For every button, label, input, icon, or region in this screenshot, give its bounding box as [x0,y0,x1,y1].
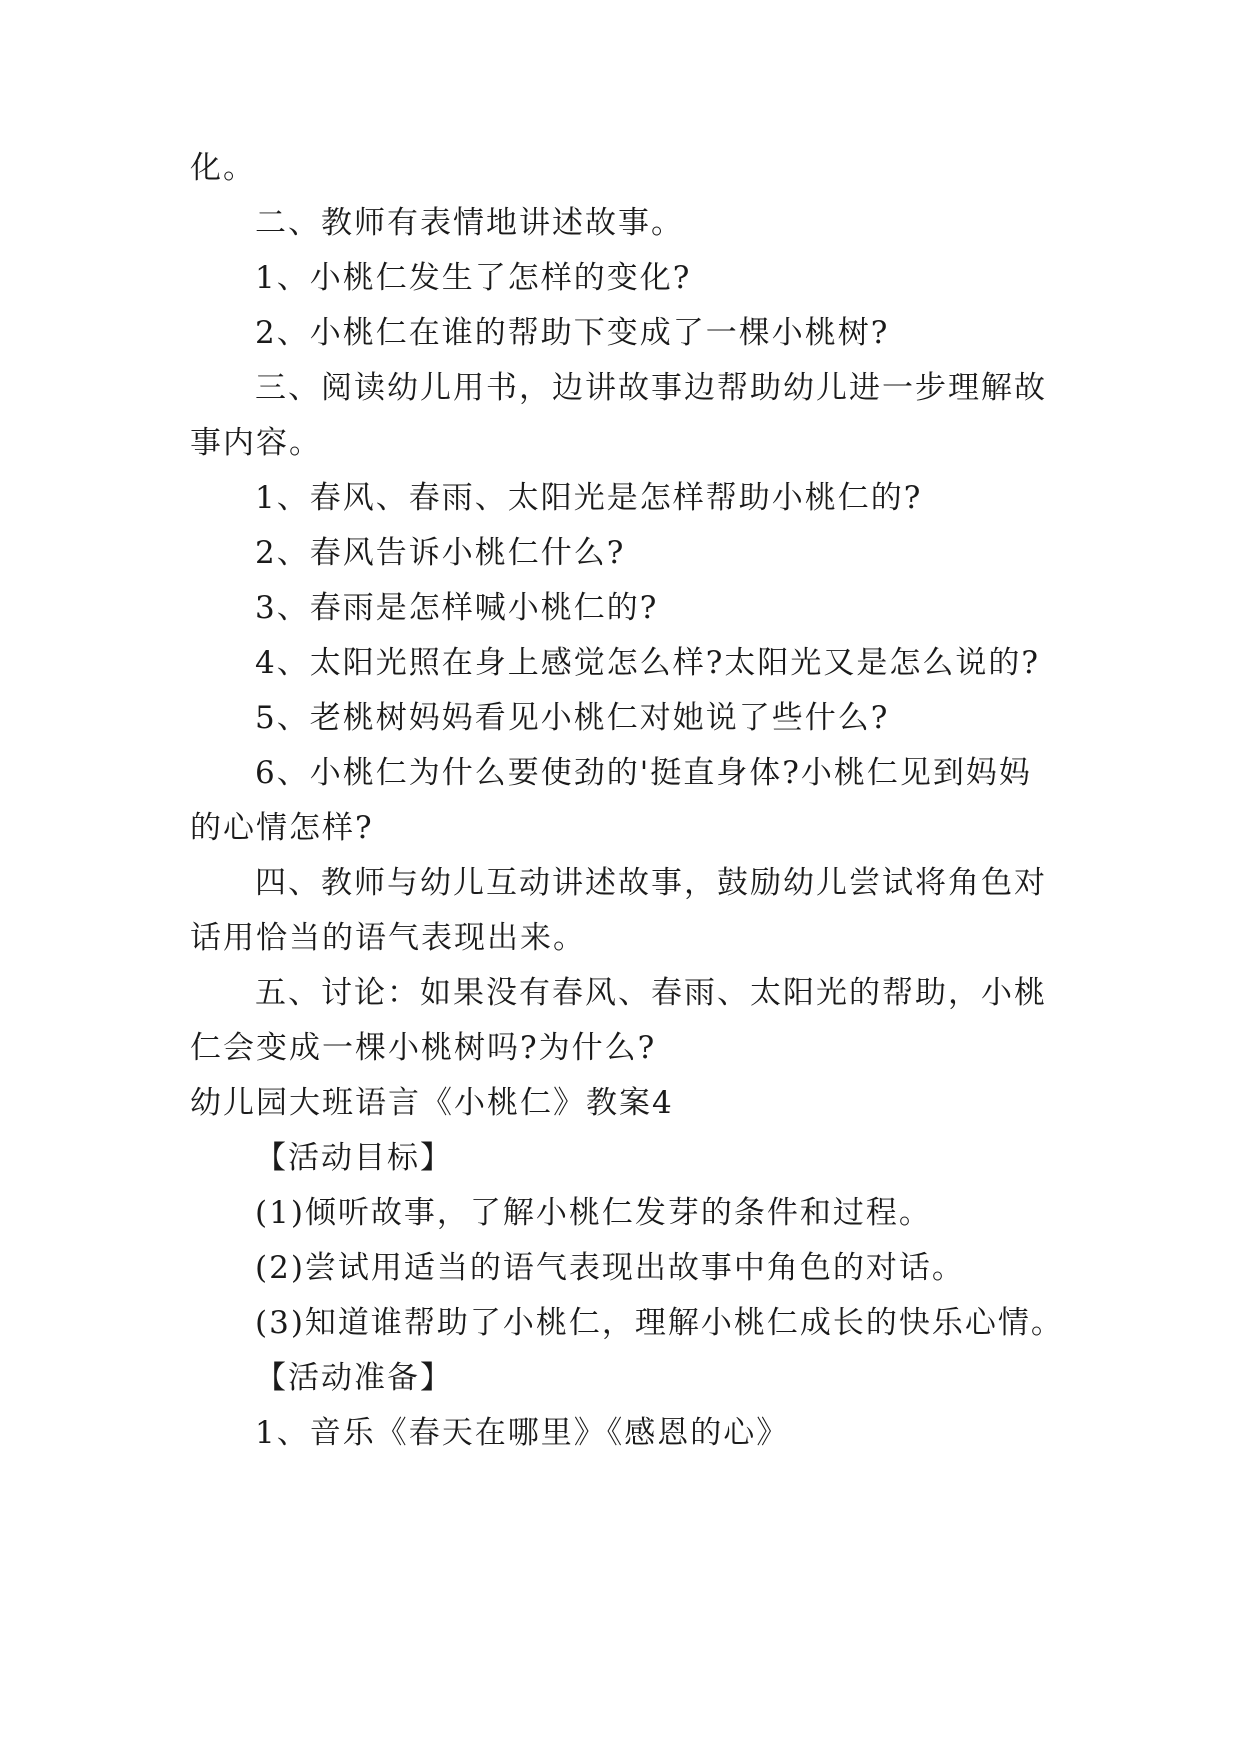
question-item: 3、春雨是怎样喊小桃仁的? [255,590,659,626]
subheading-activity-preparation: 【活动准备】 [255,1360,453,1396]
section-heading-4: 四、教师与幼儿互动讲述故事，鼓励幼儿尝试将角色对 [255,865,1047,901]
text-line-continuation: 化。 [190,150,256,186]
question-item: 4、太阳光照在身上感觉怎么样?太阳光又是怎么说的? [255,645,1040,681]
question-item: 2、小桃仁在谁的帮助下变成了一棵小桃树? [255,315,890,351]
question-item: 2、春风告诉小桃仁什么? [255,535,626,571]
question-item: 1、小桃仁发生了怎样的变化? [255,260,692,296]
text-line-continuation: 仁会变成一棵小桃树吗?为什么? [190,1030,657,1066]
section-heading-2: 二、教师有表情地讲述故事。 [255,205,684,241]
goal-item: (3)知道谁帮助了小桃仁，理解小桃仁成长的快乐心情。 [255,1305,1064,1341]
preparation-item: 1、音乐《春天在哪里》《感恩的心》 [255,1415,790,1451]
lesson-title: 幼儿园大班语言《小桃仁》教案4 [190,1085,674,1121]
section-heading-5: 五、讨论：如果没有春风、春雨、太阳光的帮助，小桃 [255,975,1047,1011]
question-item: 5、老桃树妈妈看见小桃仁对她说了些什么? [255,700,890,736]
question-item: 6、小桃仁为什么要使劲的'挺直身体?小桃仁见到妈妈 [255,755,1032,791]
text-line-continuation: 事内容。 [190,425,322,461]
text-line-continuation: 话用恰当的语气表现出来。 [190,920,586,956]
goal-item: (1)倾听故事，了解小桃仁发芽的条件和过程。 [255,1195,932,1231]
section-heading-3: 三、阅读幼儿用书，边讲故事边帮助幼儿进一步理解故 [255,370,1047,406]
goal-item: (2)尝试用适当的语气表现出故事中角色的对话。 [255,1250,965,1286]
text-line-continuation: 的心情怎样? [190,810,374,846]
question-item: 1、春风、春雨、太阳光是怎样帮助小桃仁的? [255,480,923,516]
subheading-activity-goals: 【活动目标】 [255,1140,453,1176]
